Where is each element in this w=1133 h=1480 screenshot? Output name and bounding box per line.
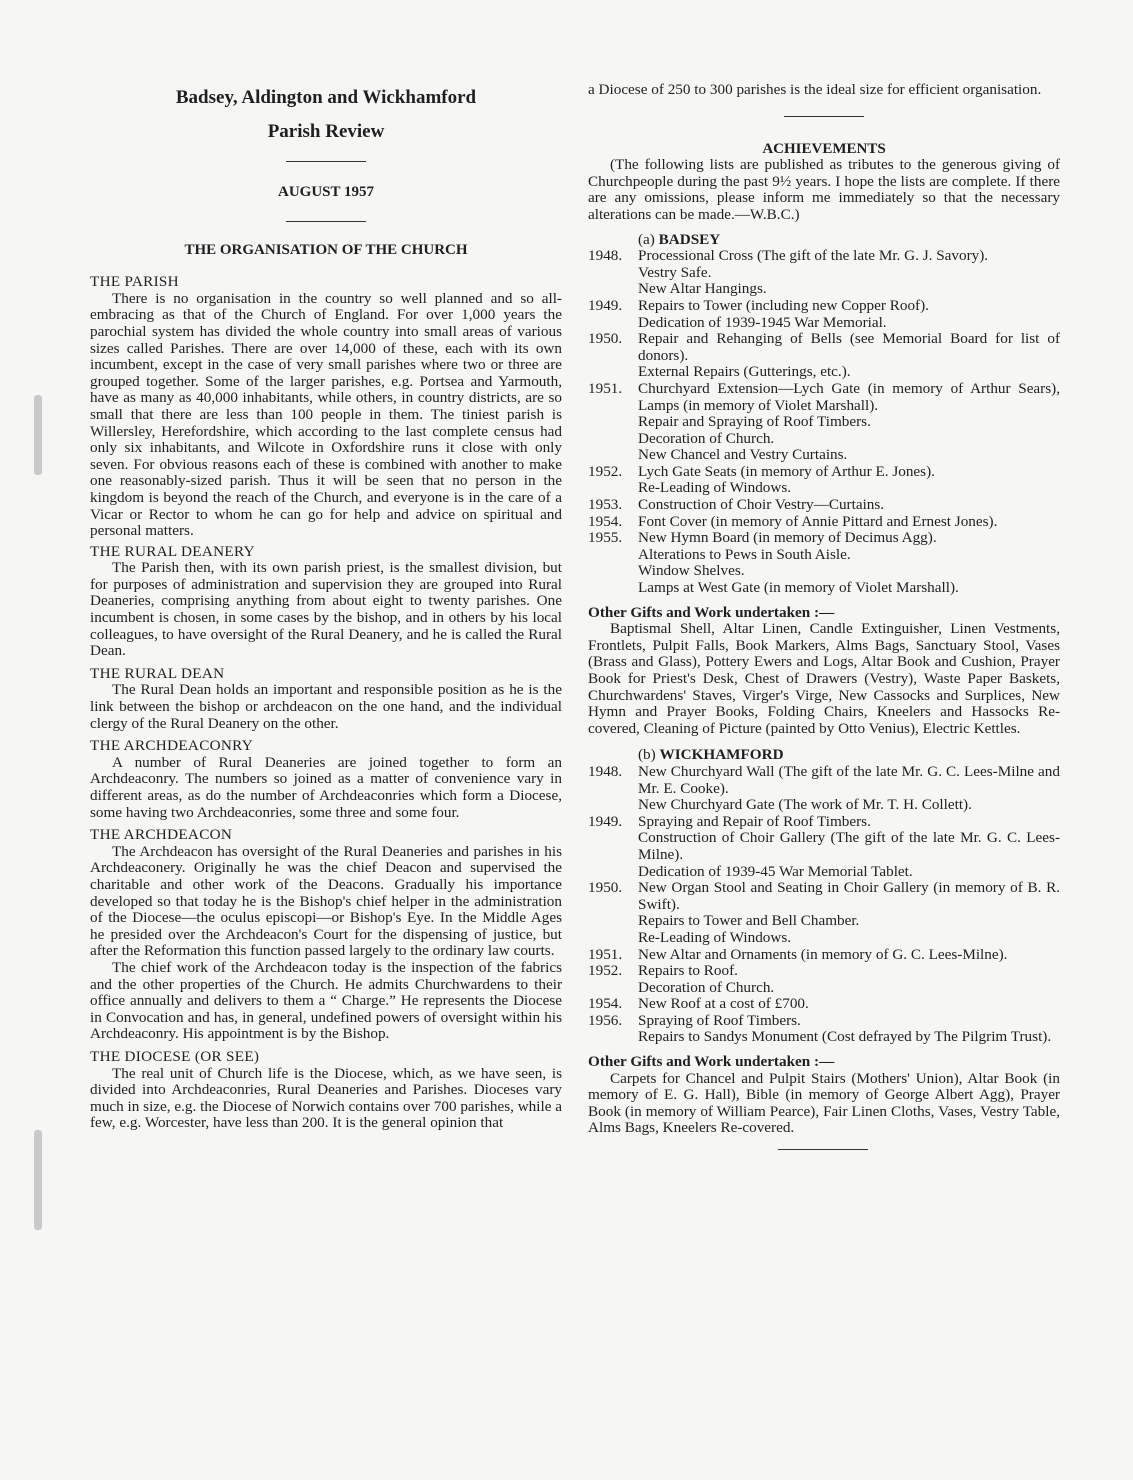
- scan-mark: [34, 1130, 42, 1230]
- entry-line: Construction of Choir Vestry—Curtains.: [638, 496, 885, 514]
- entry-year: 1950.: [588, 879, 623, 897]
- badsey-other-heading: Other Gifts and Work undertaken :—: [588, 603, 835, 621]
- achievements-intro: (The following lists are published as tributes to the generous giving of Churchpeople during the past 9½ years. I hope the lists are complete. If there are any omissions, please inform me immediately so that the necessary alterations can be made.—W.B.C.): [588, 156, 1060, 223]
- scan-mark: [34, 395, 42, 475]
- entry-items: [638, 814, 1060, 880]
- entry-items: [638, 1013, 1060, 1046]
- divider: [784, 116, 864, 117]
- right-column: [588, 82, 1060, 1150]
- section-heading: THE RURAL DEAN: [90, 664, 225, 682]
- entry-line: Window Shelves.: [638, 562, 745, 580]
- entry-year: 1949.: [588, 812, 623, 830]
- badsey-heading-prefix: (a): [638, 230, 655, 248]
- entry-line: New Altar Hangings.: [638, 280, 767, 298]
- entry-year: 1955.: [588, 529, 623, 547]
- entry-items: [638, 996, 1060, 1013]
- achievement-entry: [588, 381, 1060, 464]
- wickhamford-heading: [588, 747, 1060, 764]
- section-body-continued: a Diocese of 250 to 300 parishes is the ideal size for efficient organisation.: [588, 81, 1042, 98]
- entry-line: Repairs to Tower and Bell Chamber.: [638, 912, 860, 930]
- entry-items: [638, 248, 1060, 298]
- entry-items: [638, 880, 1060, 946]
- entry-year: 1954.: [588, 512, 623, 530]
- entry-items: [638, 464, 1060, 497]
- achievement-entry: [588, 996, 1060, 1013]
- entry-year: 1956.: [588, 1011, 623, 1029]
- masthead-subtitle: Parish Review: [267, 121, 385, 142]
- entry-line: External Repairs (Gutterings, etc.).: [638, 363, 851, 381]
- main-heading: THE ORGANISATION OF THE CHURCH: [184, 241, 468, 258]
- section-body: The real unit of Church life is the Diocese, which, as we have seen, is divided into Archdeaconries, Rural Deaneries and Parishes. Dioceses vary much in size, e.g. the Diocese of Norwich contains over 700 parishes, while a few, e.g. Worcester, have less than 200. It is the general opinion that: [90, 1064, 562, 1132]
- entry-items: [638, 530, 1060, 596]
- badsey-heading: [588, 232, 1060, 249]
- entry-line: Re-Leading of Windows.: [638, 479, 792, 497]
- achievement-entry: [588, 814, 1060, 880]
- achievement-entry: [588, 497, 1060, 514]
- section-heading: THE ARCHDEACON: [90, 826, 233, 844]
- entry-line: Repairs to Tower (including new Copper Roof).: [638, 296, 929, 314]
- entry-line: Decoration of Church.: [638, 429, 775, 447]
- entry-items: [638, 764, 1060, 814]
- entry-line: Alterations to Pews in South Aisle.: [638, 545, 851, 563]
- entry-line: Font Cover (in memory of Annie Pittard and Ernest Jones).: [638, 512, 998, 530]
- masthead-title: Badsey, Aldington and Wickhamford: [175, 87, 477, 108]
- entry-year: 1952.: [588, 462, 623, 480]
- entry-year: 1950.: [588, 330, 623, 348]
- entry-items: [638, 497, 1060, 514]
- section-heading: THE PARISH: [90, 273, 179, 291]
- section-body: The Rural Dean holds an important and responsible position as he is the link between the bishop or archdeacon on the one hand, and the individual clergy of the Rural Deanery on the other.: [90, 681, 562, 732]
- achievement-entry: [588, 464, 1060, 497]
- wickhamford-other-heading: Other Gifts and Work undertaken :—: [588, 1053, 835, 1071]
- entry-items: [638, 331, 1060, 381]
- section-body: A number of Rural Deaneries are joined together to form an Archdeaconry. The numbers so joined as a matter of convenience vary in different areas, as do the number of Archdeaconries which form a Diocese, some having two Archdeaconries, some three and some four.: [90, 753, 562, 821]
- entry-line: Dedication of 1939-45 War Memorial Tablet.: [638, 862, 913, 880]
- section-heading: THE RURAL DEANERY: [90, 542, 255, 560]
- divider: [286, 161, 366, 162]
- issue-date: AUGUST 1957: [278, 184, 374, 200]
- entry-line: Repair and Spraying of Roof Timbers.: [638, 413, 871, 431]
- wickhamford-heading-prefix: (b): [638, 746, 656, 764]
- entry-line: Spraying of Roof Timbers.: [638, 1011, 801, 1029]
- entry-line: Repairs to Sandys Monument (Cost defrayed by The Pilgrim Trust).: [638, 1028, 1052, 1046]
- achievement-entry: [588, 514, 1060, 531]
- entry-line: New Altar and Ornaments (in memory of G. C. Lees-Milne).: [638, 945, 1008, 963]
- section-body: The Parish then, with its own parish priest, is the smallest division, but for purposes of administration and supervision they are grouped into Rural Deaneries, comprising anything from about eight to twenty parishes. One incumbent is chosen, in some cases by the bishop, and in others by his local colleagues, to have oversight of the Rural Deanery, and he is called the Rural Dean.: [90, 559, 562, 660]
- achievement-entry: [588, 248, 1060, 298]
- entry-line: Lych Gate Seats (in memory of Arthur E. Jones).: [638, 462, 935, 480]
- entry-items: [638, 381, 1060, 464]
- achievements-heading: ACHIEVEMENTS: [762, 140, 886, 157]
- entry-line: Spraying and Repair of Roof Timbers.: [638, 812, 871, 830]
- achievement-entry: [588, 880, 1060, 946]
- achievement-entry: [588, 331, 1060, 381]
- entry-line: Repairs to Roof.: [638, 962, 738, 980]
- entry-year: 1948.: [588, 247, 623, 265]
- wickhamford-list: [588, 764, 1060, 1046]
- entry-line: New Chancel and Vestry Curtains.: [638, 446, 848, 464]
- entry-line: New Churchyard Gate (The work of Mr. T. H. Collett).: [638, 796, 972, 814]
- entry-line: Construction of Choir Gallery (The gift of the late Mr. G. C. Lees-Milne).: [638, 829, 1060, 863]
- entry-line: New Hymn Board (in memory of Decimus Agg).: [638, 529, 937, 547]
- badsey-list: [588, 248, 1060, 596]
- entry-year: 1949.: [588, 296, 623, 314]
- entry-items: [638, 298, 1060, 331]
- entry-line: Vestry Safe.: [638, 263, 712, 281]
- entry-line: New Churchyard Wall (The gift of the late Mr. G. C. Lees-Milne and Mr. E. Cooke).: [638, 762, 1060, 797]
- entry-line: Decoration of Church.: [638, 978, 775, 996]
- entry-items: [638, 963, 1060, 996]
- entry-line: Processional Cross (The gift of the late Mr. G. J. Savory).: [638, 247, 989, 265]
- section-heading: THE DIOCESE (OR SEE): [90, 1047, 260, 1065]
- entry-items: [638, 514, 1060, 531]
- achievement-entry: [588, 1013, 1060, 1046]
- entry-line: New Roof at a cost of £700.: [638, 995, 809, 1013]
- achievement-entry: [588, 530, 1060, 596]
- achievement-entry: [588, 764, 1060, 814]
- entry-line: Dedication of 1939-1945 War Memorial.: [638, 313, 887, 331]
- achievement-entry: [588, 963, 1060, 996]
- wickhamford-heading-name: WICKHAMFORD: [659, 746, 784, 764]
- entry-line: Repair and Rehanging of Bells (see Memorial Board for list of donors).: [638, 330, 1060, 364]
- left-column: [90, 82, 562, 1132]
- entry-year: 1952.: [588, 962, 623, 980]
- entry-line: New Organ Stool and Seating in Choir Gallery (in memory of B. R. Swift).: [638, 879, 1060, 913]
- badsey-other-body: Baptismal Shell, Altar Linen, Candle Extinguisher, Linen Vestments, Frontlets, Pulpit Falls, Book Markers, Alms Bags, Sanctuary Stool, Vases (Brass and Glass), Pottery Ewers and Logs, Altar Book and Cushion, Prayer Book for Priest's Desk, Chest of Drawers (Vestry), Waste Paper Baskets, Churchwardens' Staves, Virger's Virge, New Cassocks and Surplices, New Hymn and Prayer Books, Folding Chairs, Kneelers and Hassocks Re-covered, Cleaning of Picture (painted by Otto Venius), Electric Kettles.: [588, 620, 1060, 737]
- badsey-heading-name: BADSEY: [658, 230, 721, 248]
- entry-line: Lamps at West Gate (in memory of Violet Marshall).: [638, 579, 959, 597]
- entry-year: 1951.: [588, 379, 623, 397]
- achievement-entry: [588, 298, 1060, 331]
- wickhamford-other-body: Carpets for Chancel and Pulpit Stairs (Mothers' Union), Altar Book (in memory of E. G. Hall), Bible (in memory of George Albert Agg), Prayer Book (in memory of William Pearce), Fair Linen Cloths, Vases, Vestry Table, Alms Bags, Kneelers Re-covered.: [588, 1069, 1060, 1137]
- divider: [778, 1149, 868, 1150]
- entry-line: Re-Leading of Windows.: [638, 928, 792, 946]
- entry-year: 1948.: [588, 762, 623, 780]
- entry-year: 1953.: [588, 496, 623, 514]
- entry-line: Churchyard Extension—Lych Gate (in memory of Arthur Sears), Lamps (in memory of Violet Marshall).: [638, 379, 1060, 414]
- entry-year: 1951.: [588, 945, 623, 963]
- entry-items: [638, 947, 1060, 964]
- section-body: The Archdeacon has oversight of the Rural Deaneries and parishes in his Archdeaconery. Originally he was the chief Deacon and supervised the charitable and other work of the Deacons. Gradually his importance developed so that today he is the Bishop's chief helper in the administration of the Diocese—the oculus episcopi—or Bishop's Eye. In the Middle Ages he presided over the Archdeacon's Court for the dispensing of justice, but after the Reformation this function passed largely to the ordinary law courts.: [90, 842, 562, 960]
- section-body: The chief work of the Archdeacon today is the inspection of the fabrics and the other properties of the Church. He admits Churchwardens to their office annually and delivers to them a “ Charge.” He represents the Diocese in Convocation and has, in general, undefined powers of oversight within his Archdeaconry. His appointment is by the Bishop.: [90, 958, 562, 1043]
- entry-year: 1954.: [588, 995, 623, 1013]
- section-body: There is no organisation in the country so well planned and so all-embracing as that of the Church of England. For over 1,000 years the parochial system has divided the whole country into small areas of various sizes called Parishes. There are over 14,000 of these, each with its own incumbent, except in the case of very small parishes where two or three are grouped together. Some of the larger parishes, e.g. Portsea and Yarmouth, have as many as 40,000 inhabitants, while others, in country districts, are so small that there are less than 100 people in them. The tiniest parish is Willersley, Herefordshire, which according to the last complete census had only six inhabitants, and Wilcote in Oxfordshire runs it close with only seven. For obvious reasons each of these is combined with another to make one reasonably-sized parish. Thus it will be seen that no person in the kingdom is beyond the reach of the Church, and everyone is in the care of a Vicar or Rector to whom he can go for help and advice on spiritual and personal matters.: [90, 289, 562, 540]
- divider: [286, 221, 366, 222]
- achievement-entry: [588, 947, 1060, 964]
- section-heading: THE ARCHDEACONRY: [90, 737, 254, 755]
